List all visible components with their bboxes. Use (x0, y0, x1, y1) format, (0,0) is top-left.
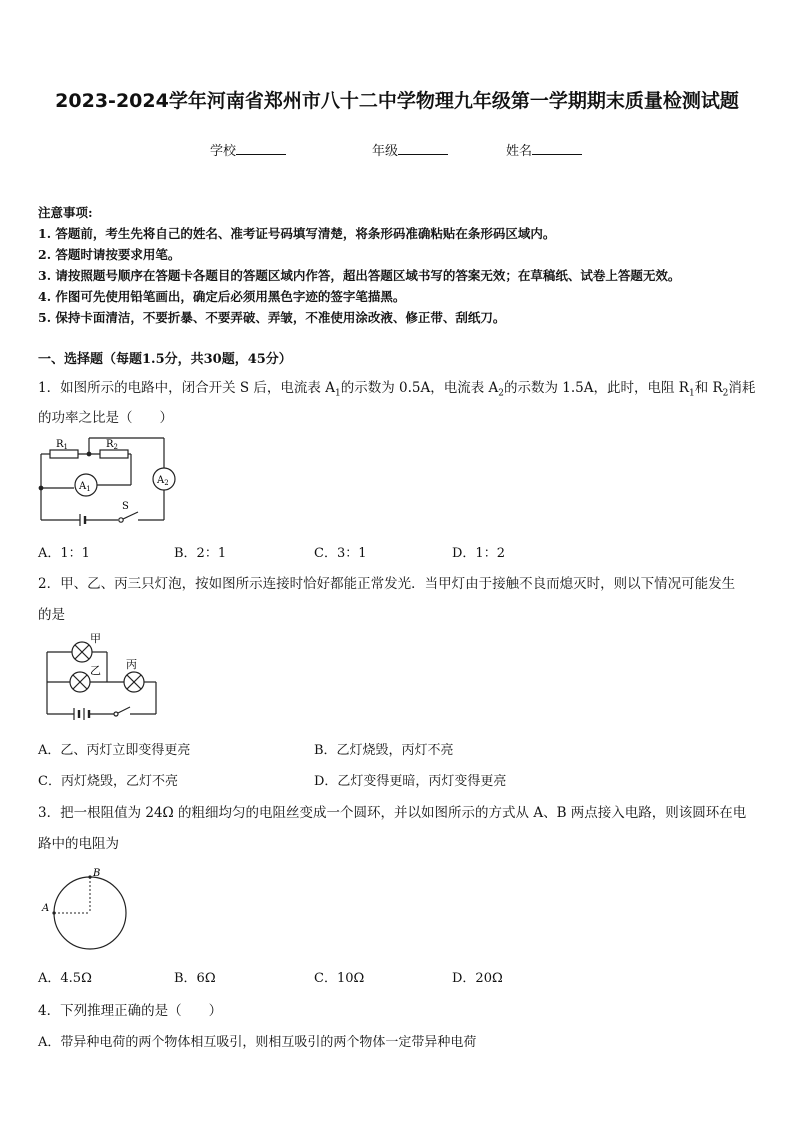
name-blank (532, 142, 582, 155)
q2-stem-line2: 的是 (38, 607, 65, 623)
q3-option-d: D．20Ω (452, 971, 503, 986)
q2-option-d: D．乙灯变得更暗，丙灯变得更亮 (314, 774, 507, 789)
note-item: 5. 保持卡面清洁，不要折暴、不要弄破、弄皱，不准使用涂改液、修正带、刮纸刀。 (38, 310, 506, 325)
school-label: 学校 (210, 144, 237, 159)
svg-text:甲: 甲 (90, 632, 101, 645)
resistor-r1 (50, 450, 78, 458)
svg-text:B: B (93, 868, 101, 879)
q1-option-c: C．3：1 (314, 546, 367, 561)
q1-circuit-diagram (36, 432, 186, 527)
q3-stem: 3．把一根阻值为 24Ω 的粗细均匀的电阻丝变成一个圆环，并以如图所示的方式从 A、B 两点接入电路，则该圆环在电 (38, 805, 747, 821)
note-item: 1. 答题前，考生先将自己的姓名、准考证号码填写清楚，将条形码准确粘贴在条形码区域内。 (38, 226, 556, 241)
svg-text:A1: $A_1$ (79, 481, 91, 493)
q3-option-a: A．4.5Ω (38, 971, 92, 986)
grade-label: 年级 (372, 144, 399, 159)
q4-stem: 4．下列推理正确的是（ ） (38, 1003, 223, 1019)
section-heading: 一、选择题（每题1.5分，共30题，45分） (38, 352, 292, 367)
grade-blank (398, 142, 448, 155)
svg-text:乙: 乙 (90, 664, 101, 677)
svg-text:R2: $R_2$ (106, 439, 118, 451)
svg-text:A2: $A_2$ (157, 475, 169, 487)
svg-text:S: S (122, 501, 129, 512)
svg-text:R1: $R_1$ (56, 439, 68, 451)
q2-stem: 2．甲、乙、丙三只灯泡，按如图所示连接时恰好都能正常发光．当甲灯由于接触不良而熄灭时，则以下情况可能发生 (38, 576, 736, 592)
q1-stem-line2: 的功率之比是（ ） (38, 410, 173, 426)
school-blank (236, 142, 286, 155)
q1-stem: 1．如图所示的电路中，闭合开关 S 后，电流表 $A_1$的示数为 0.5A，电流表 $A_2$的示数为 1.5A，此时，电阻 $R_1$和 $R_2$消耗 (38, 380, 756, 399)
q2-option-a: A．乙、丙灯立即变得更亮 (38, 743, 191, 758)
name-field (506, 140, 582, 159)
q3-option-b: B．6Ω (174, 971, 216, 986)
school-field (210, 140, 286, 159)
note-item: 2. 答题时请按要求用笔。 (38, 247, 181, 262)
q3-ring-diagram (40, 866, 132, 952)
q2-option-b: B．乙灯烧毁，丙灯不亮 (314, 743, 454, 758)
notes-heading: 注意事项: (38, 205, 93, 220)
q1-option-a: A．1：1 (38, 546, 90, 561)
q3-stem-line2: 路中的电阻为 (38, 836, 119, 852)
exam-title: 2023-2024学年河南省郑州市八十二中学物理九年级第一学期期末质量检测试题 (55, 90, 739, 112)
q2-circuit-diagram (44, 632, 164, 722)
q1-option-d: D．1：2 (452, 546, 505, 561)
svg-text:丙: 丙 (126, 658, 137, 671)
svg-text:A: A (42, 903, 50, 914)
resistor-r2 (100, 450, 128, 458)
grade-field (372, 140, 448, 159)
q4-option-a: A．带异种电荷的两个物体相互吸引，则相互吸引的两个物体一定带异种电荷 (38, 1035, 477, 1050)
q2-option-c: C．丙灯烧毁，乙灯不亮 (38, 774, 178, 789)
note-item: 4. 作图可先使用铅笔画出，确定后必须用黑色字迹的签字笔描黑。 (38, 289, 406, 304)
note-item: 3. 请按照题号顺序在答题卡各题目的答题区域内作答，超出答题区域书写的答案无效；在草稿纸、试卷上答题无效。 (38, 268, 681, 283)
q1-option-b: B．2：1 (174, 546, 227, 561)
q3-option-c: C．10Ω (314, 971, 365, 986)
name-label: 姓名 (506, 144, 533, 159)
